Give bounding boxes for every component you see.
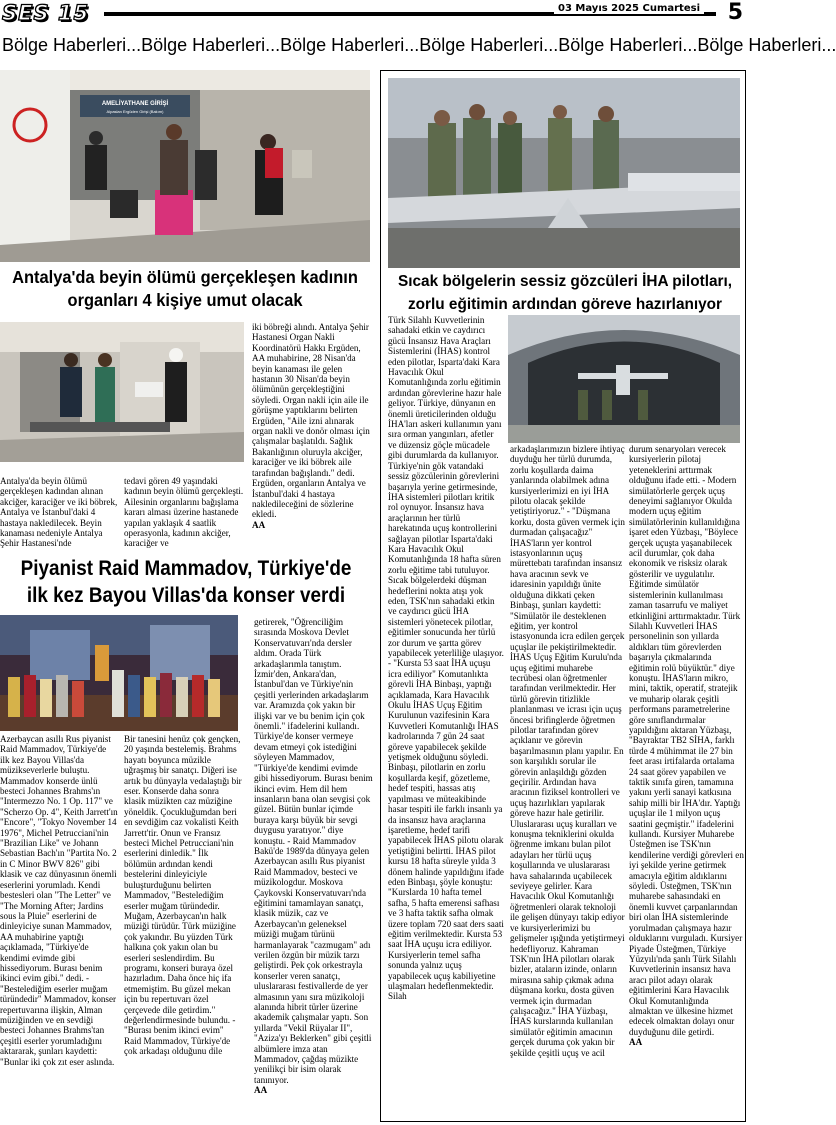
article3-column3 [629,444,744,1120]
issue-date: 03 Mayıs 2025 Cumartesi [554,3,704,14]
page-header [0,0,750,26]
hospital-hallway-image [0,322,244,462]
hangar-image [508,315,740,443]
article1-headline-line1: Antalya'da beyin ölümü gerçekleşen kadının [12,267,358,287]
photo-hangar [508,315,740,443]
article1-column3 [252,322,372,546]
section-banner: Bölge Haberleri...Bölge Haberleri...Bölge Haberleri...Bölge Haberleri...Bölge Haberleri...Bölge Haberleri... [2,35,836,55]
article3-headline-line1: Sıcak bölgelerin sessiz gözcüleri İHA pilotları, [397,273,733,290]
article2-headline-line2: ilk kez Bayou Villas'da konser verdi [26,584,346,607]
article1-col1-text: Antalya'da beyin ölümü gerçekleşen kadından alınan akciğer, karaciğer ve iki böbrek, Antalya ve İstanbul'daki 4 hastaya nakledilecek. Beyin kanaması nedeniyle Antalya Şehir Hastanesi'nde [0,476,118,549]
article1-headline-line2: organları 4 kişiye umut olacak [67,290,303,310]
photo-stage-performance [0,615,238,731]
masthead-title: SES 15 [2,1,90,25]
page-number: 5 [727,0,743,25]
article2-col1-text: Azerbaycan asıllı Rus piyanist Raid Mammadov, Türkiye'de ilk kez Bayou Villas'da müzikseverlerle buluştu. Mammadov konserde ünlü besteci Johannes Brahms'ın "Intermezzo No. 1 Op. 117" ve "Scherzo Op. 4", Keith Jarrett'ın "Encore", "Tokyo November 14 1976", Michel Petrucciani'nin "Brazilian Like" ve Johann Sebastian Bach'ın "Partita No. 2 in C Minor BWV 826" gibi klasik ve caz dünyasının önemli eserlerini yorumladı. Kendi bestesleri olan "The Letter" ve "The Morning After; Jardins sous la Pluie" eserlerini de dinleyiciye sunan Mammadov, AA muhabirine yaptığı açıklamada, "Türkiye'de kendimi evimde gibi hissediyorum. Burası benim ikinci evim gibi." dedi. - "Bestelediğim eserler muğam türündedir" Mammadov, konser repertuvarına ilişkin, Alman müziğinden ve en sevdiği besteci Johannes Brahms'tan çeşitli eserler yorumladığını aktararak, şunları kaydetti: "Bunlar iki çok zıt eser aslında. [0,734,118,1067]
article2-headline-line1: Piyanist Raid Mammadov, Türkiye'de [20,557,352,580]
article3-col2-text: arkadaşlarımızın bizlere ihtiyaç duyduğu her türlü durumda, zorlu koşullarda daima yanlarında olabilmek adına kursiyerlerimizi en iyi İHA pilotu olacak şekilde yetiştiriyoruz." - "Düşmana korku, dosta güven vermek için durmadan çalışacağız" İHAS'ların yer kontrol istasyonlarının uçuş mürettebatı tarafından insansız hava aracının sevk ve idaresinin yapıldığı ünite olduğuna dikkati çeken Binbaşı, şunları kaydetti: "Simülatör ile desteklenen eğitim, yer kontrol istasyonunda icra edilen gerçek uçuşlar ile pekiştirilmektedir. İHAS Uçuş Eğitim Kurulu'nda uçuş eğitimi muharebe tecrübesi olan öğretmenler tarafından verilmektedir. Her türlü görevin titizlikle planlanması ve icrası için uçuş öncesi brifinglerde öğretmen pilotlar tarafından görev açıklanır ve görevin başarılmasının planı yapılır. En son karşılıklı sorular ile görevin anlaşıldığı gözden geçirilir. Ardından hava aracının fiziksel kontrolleri ve uçuş hazırlıkları yapılarak göreve hazır hale getirilir. Uluslararası uçuş kuralları ve konuşma tekniklerini okulda öğrenme imkanı bulan pilot adayları her türlü uçuş koşullarında ve uluslararası hava sahalarında uçabilecek seviyeye gelirler. Kara Havacılık Okul Komutanlığı öğretmenleri olarak teknoloji ile gelişen dünyayı takip ediyor ve kursiyerlerimizi bu gelişmeler ışığında yetiştirmeyi hedefliyoruz. Kahraman TSK'nın İHA pilotları olarak bizler, ataların izinde, onların mirasına sahip çıkmak adına düşmana korku, dosta güven vermek için durmadan çalışacağız." İHA Yüzbaşı, İHAS kurslarında kullanılan simülatör eğitimin amacının gerçek duruma çok yakın bir şekilde çeşitli uçuş ve acil [510,444,625,1058]
sign-line2: Alpaslan Ergüden Girişi (Bakım) [106,109,164,114]
article2-col3-text: getirerek, "Öğrenciliğim sırasında Moskova Devlet Konservatuvarı'nda dersler aldım. Orada Türk arkadaşlarımla tanıştım. İzmir'den, Ankara'dan, İstanbul'dan ve Türkiye'nin çeşitli yerlerinden arkadaşlarım var. Aramızda çok yakın bir ilişki var ve bu benim için çok önemli." ifadelerini kullandı. Türkiye'de konser vermeye devam etmeyi çok istediğini söyleyen Mammadov, "Türkiye'de kendimi evimde gibi hissediyorum. Burası benim ikinci evim. Hem dil hem insanların bana olan sevgisi çok güzel. Bütün bunlar içimde buraya karşı büyük bir sevgi duygusu yaratıyor." diye konuştu. - Raid Mammadov Bakü'de 1989'da dünyaya gelen Azerbaycan asıllı Rus piyanist Raid Mammadov, besteci ve müzikologdur. Moskova Çaykovski Konservatuvarı'nda eğitimini tamamlayan sanatçı, klasik müzik, caz ve Azerbaycan'ın geleneksel müziği muğam türünü harmanlayarak "cazmugam" adı verilen özgün bir müzik tarzı geliştirdi. Pek çok orkestrayla konserler veren sanatçı, uluslararası festivallerde de yer almasının yanı sıra müzikoloji alanında hibrit türler üzerine akademik çalışmalar yaptı. Son yıllarda "Vekil Rüyalar II", "Aziza'yı Beklerken" gibi çeşitli albümlere imza atan Mammadov, çağdaş müzikte yenilikçi bir isim olarak tanınıyor. [254,617,373,1085]
article1-col2-text: tedavi gören 49 yaşındaki kadının beyin ölümü gerçekleşti. Ailesinin organlarını bağışlama kararı alması üzerine hastanede yapılan yaklaşık 4 saatlik operasyonla, kadının akciğer, karaciğer ve [124,476,244,549]
article3-headline-line2: zorlu eğitimin ardından göreve hazırlanıyor [407,296,723,313]
article3-col3-text: durum senaryoları verecek kursiyerlerin pilotaj yeteneklerini arttırmak olduğunu ifade etti. - Modern simülatörlerle gerçek uçuş deneyimi sağlanıyor Okulda modern uçuş eğitim simülatörlerinin kullanıldığına işaret eden Yüzbaşı, "Böylece gerçek uçuşta yaşanabilecek acil durumlar, çok daha ekonomik ve risksiz olarak gösterilir ve uygulatılır. Eğitimde simülatör sistemlerinin kullanılması zaman tasarrufu ve maliyet etkinliğini arttırmaktadır. Türk Silahlı Kuvvetleri İHAS personelinin son yıllarda aldıkları tüm görevlerden başarıyla çıkmalarında eğitimin rolü büyüktür." diye konuştu. İHAS'ların mikro, mini, taktik, operatif, stratejik ve muharip olarak çeşitli performans parametrelerine göre sınıflandırmalar yapıldığını aktaran Yüzbaşı, "Bayraktar TB2 SİHA, farklı türde 4 mühimmat ile 27 bin feet arası irtifalarda ortalama 24 saat görev yapabilen ve taktik sınıfa giren, tamamına yakını yerli sanayi katkısına sahip milli bir İHA'dır. Yaptığı uçuşlar ile 1 milyon uçuş saatini geçmiştir." ifadelerini kullandı. Kursiyer Muharebe Üsteğmen ise TSK'nın kendilerine verdiği görevleri en iyi şekilde yerine getirmek amacıyla eğitim aldıklarını söyledi. Üsteğmen, TSK'nın muharebe sahasındaki en önemli kuvvet çarpanlarından biri olan İHA sistemlerinde yorulmadan çalışmaya hazır olduklarını vurguladı. Kursiyer Piyade Üsteğmen, Türkiye Yüzyılı'nda şanlı Türk Silahlı Kuvvetlerinin insansız hava aracı pilot adayı olarak eğitimlerini Kara Havacılık Okul Komutanlığında almaktan ve ülkesine hizmet edecek olmaktan dolayı onur duyduğunu dile getirdi. [629,444,744,1037]
photo-hospital-corridor [0,70,370,262]
article2-column3 [254,617,373,1122]
article3-col1-text: Türk Silahlı Kuvvetlerinin sahadaki etkin ve caydırıcı gücü İnsansız Hava Araçları Sistemlerini (İHAS) kontrol eden pilotlar, Isparta'daki Kara Havacılık Okul Komutanlığında zorlu eğitimin ardından görevlerine hazır hale geliyor. Türkiye, dünyanın en önemli üreticilerinden olduğu İHA'ları askeri kullanımın yanı sıra orman yangınları, afetler ve düzensiz göçle mücadele gibi durumlarda da kullanıyor. Türkiye'nin gök vatandaki sessiz gözcülerinin görevlerini başarıyla yerine getirmesinde, İHA sistemleri pilotları kritik rol oynuyor. İnsansız hava araçlarının her türlü harekatında uçuş kontrollerini sağlayan pilotlar Isparta'daki Kara Havacılık Okul Komutanlığında 18 hafta süren zorlu eğitime tabi tutuluyor. Sıcak bölgelerdeki düşman hedeflerini nokta atışı yok eden, TSK'nın sahadaki etkin ve caydırıcı gücü İHA sistemleri yönetecek pilotlar, eğitimler sonucunda her türlü zor durum ve şartta görev yapabilecek yeterliliğe ulaşıyor. - "Kursta 53 saat İHA uçuşu icra ediliyor" Komutanlıkta görevli İHA Binbaşı, yaptığı açıklamada, Kara Havacılık Okulu İHAS Uçuş Eğitim Kurulunun vazifesinin Kara Kuvvetleri Komutanlığı İHAS kadrolarında 7 gün 24 saat göreve yapabilecek şekilde yetişmek olduğunu söyledi. Binbaşı, pilotlarin en zorlu koşullarda keşif, gözetleme, hedef tespiti, hassas atış yapılması ve müteakibinde hasar tespiti ile farklı insanlı ya da insansız hava araçlarına işaretleme, hedef tarifi yapabilecek İHAS pilotu olarak yetiştiğini belirtti. İHAS pilot kursu 18 hafta süreyle yılda 3 dönem halinde yapıldığını ifade eden Binbaşı, şöyle konuştu: "Kurslarda 10 hafta temel safha, 5 hafta emerensi safhası ve 3 hafta taktik safha olmak üzere toplam 720 saat ders saati eğitim verilmektedir. Kursta 53 saat İHA uçuşu icra ediliyor. Kursiyerlerin temel safha sonunda yalnız uçuş yapabilecek uçuş kabiliyetine ulaşmaları hedeflenmektedir. Silah [388,315,504,1002]
article3-column1 [388,315,504,1120]
article1-column1 [0,476,119,550]
article2-column2 [124,734,242,1122]
sign-line1: AMELİYATHANE GİRİŞİ [101,101,169,107]
article1-col3-text: iki böbreği alındı. Antalya Şehir Hastanesi Organ Nakli Koordinatörü Hakkı Ergüden, AA muhabirine, 28 Nisan'da beyin kanaması ile gelen hastanın 30 Nisan'da beyin ölümünün gerçekleştiğini söyledi. Organ nakli için aile ile görüşme yaptıklarını belirten Ergüden, "Aile izni alınarak organ nakli ve donör olması için çalışmalar başlatıldı. Sağlık Bakanlığının oluruyla akciğer, karaciğer ve iki böbrek aile tarafından bağışlandı." dedi. Ergüden, organların Antalya ve İstanbul'daki 4 hastaya nakledileceğini de sözlerine ekledi. [252,322,370,520]
stage-image [0,615,238,731]
article2-signature: AA [254,1085,268,1096]
article2-headline [0,555,372,609]
article1-column2 [124,476,244,550]
article2-column1 [0,734,118,1122]
article3-headline [386,270,744,316]
article2-col2-text: Bir tanesini henüz çok gençken, 20 yaşında bestelemiş. Brahms hayatı boyunca müzikle uğraşmış bir sanatçı. Diğeri ise artık bu dünyayla vedalaştığı bir eser. Konserde daha sonra klasik müzikten caz müziğine yöneldik. Çocukluğumdan beri en sevdiğim caz vokalisti Keith Jarrett'tir. Onun ve Fransız besteci Michel Petrucciani'nin eserlerini dinledik." İlk bölümün ardından kendi bestelerini dinleyiciyle buluşturduğunu belirten Mammadov, "Bestelediğim eserler muğam türündedir. Muğam, Azerbaycan'ın halk müziği türüdür. Türk müziğine çok yakındır. Bu yüzden Türk halkına çok yakın olan bu eserleri seslendirdim. Bu programı, konseri buraya özel hazırladım. Daha önce hiç ifa etmemiştim. Bu güzel mekan için bu repertuvarı özel çerçevede dile getirdim." değerlendirmesinde bulundu. - "Burası benim ikinci evim" Raid Mammadov, Türkiye'de çok arkadaşı olduğunu dile [124,734,242,1057]
uav-pilots-image [388,78,740,268]
photo-uav-pilots [388,78,740,268]
photo-hospital-hallway [0,322,244,462]
article3-signature: AA [629,1037,643,1048]
article1-headline [0,266,370,312]
article3-column2 [510,444,625,1120]
hospital-corridor-image [0,70,370,262]
article1-signature: AA [252,519,266,530]
